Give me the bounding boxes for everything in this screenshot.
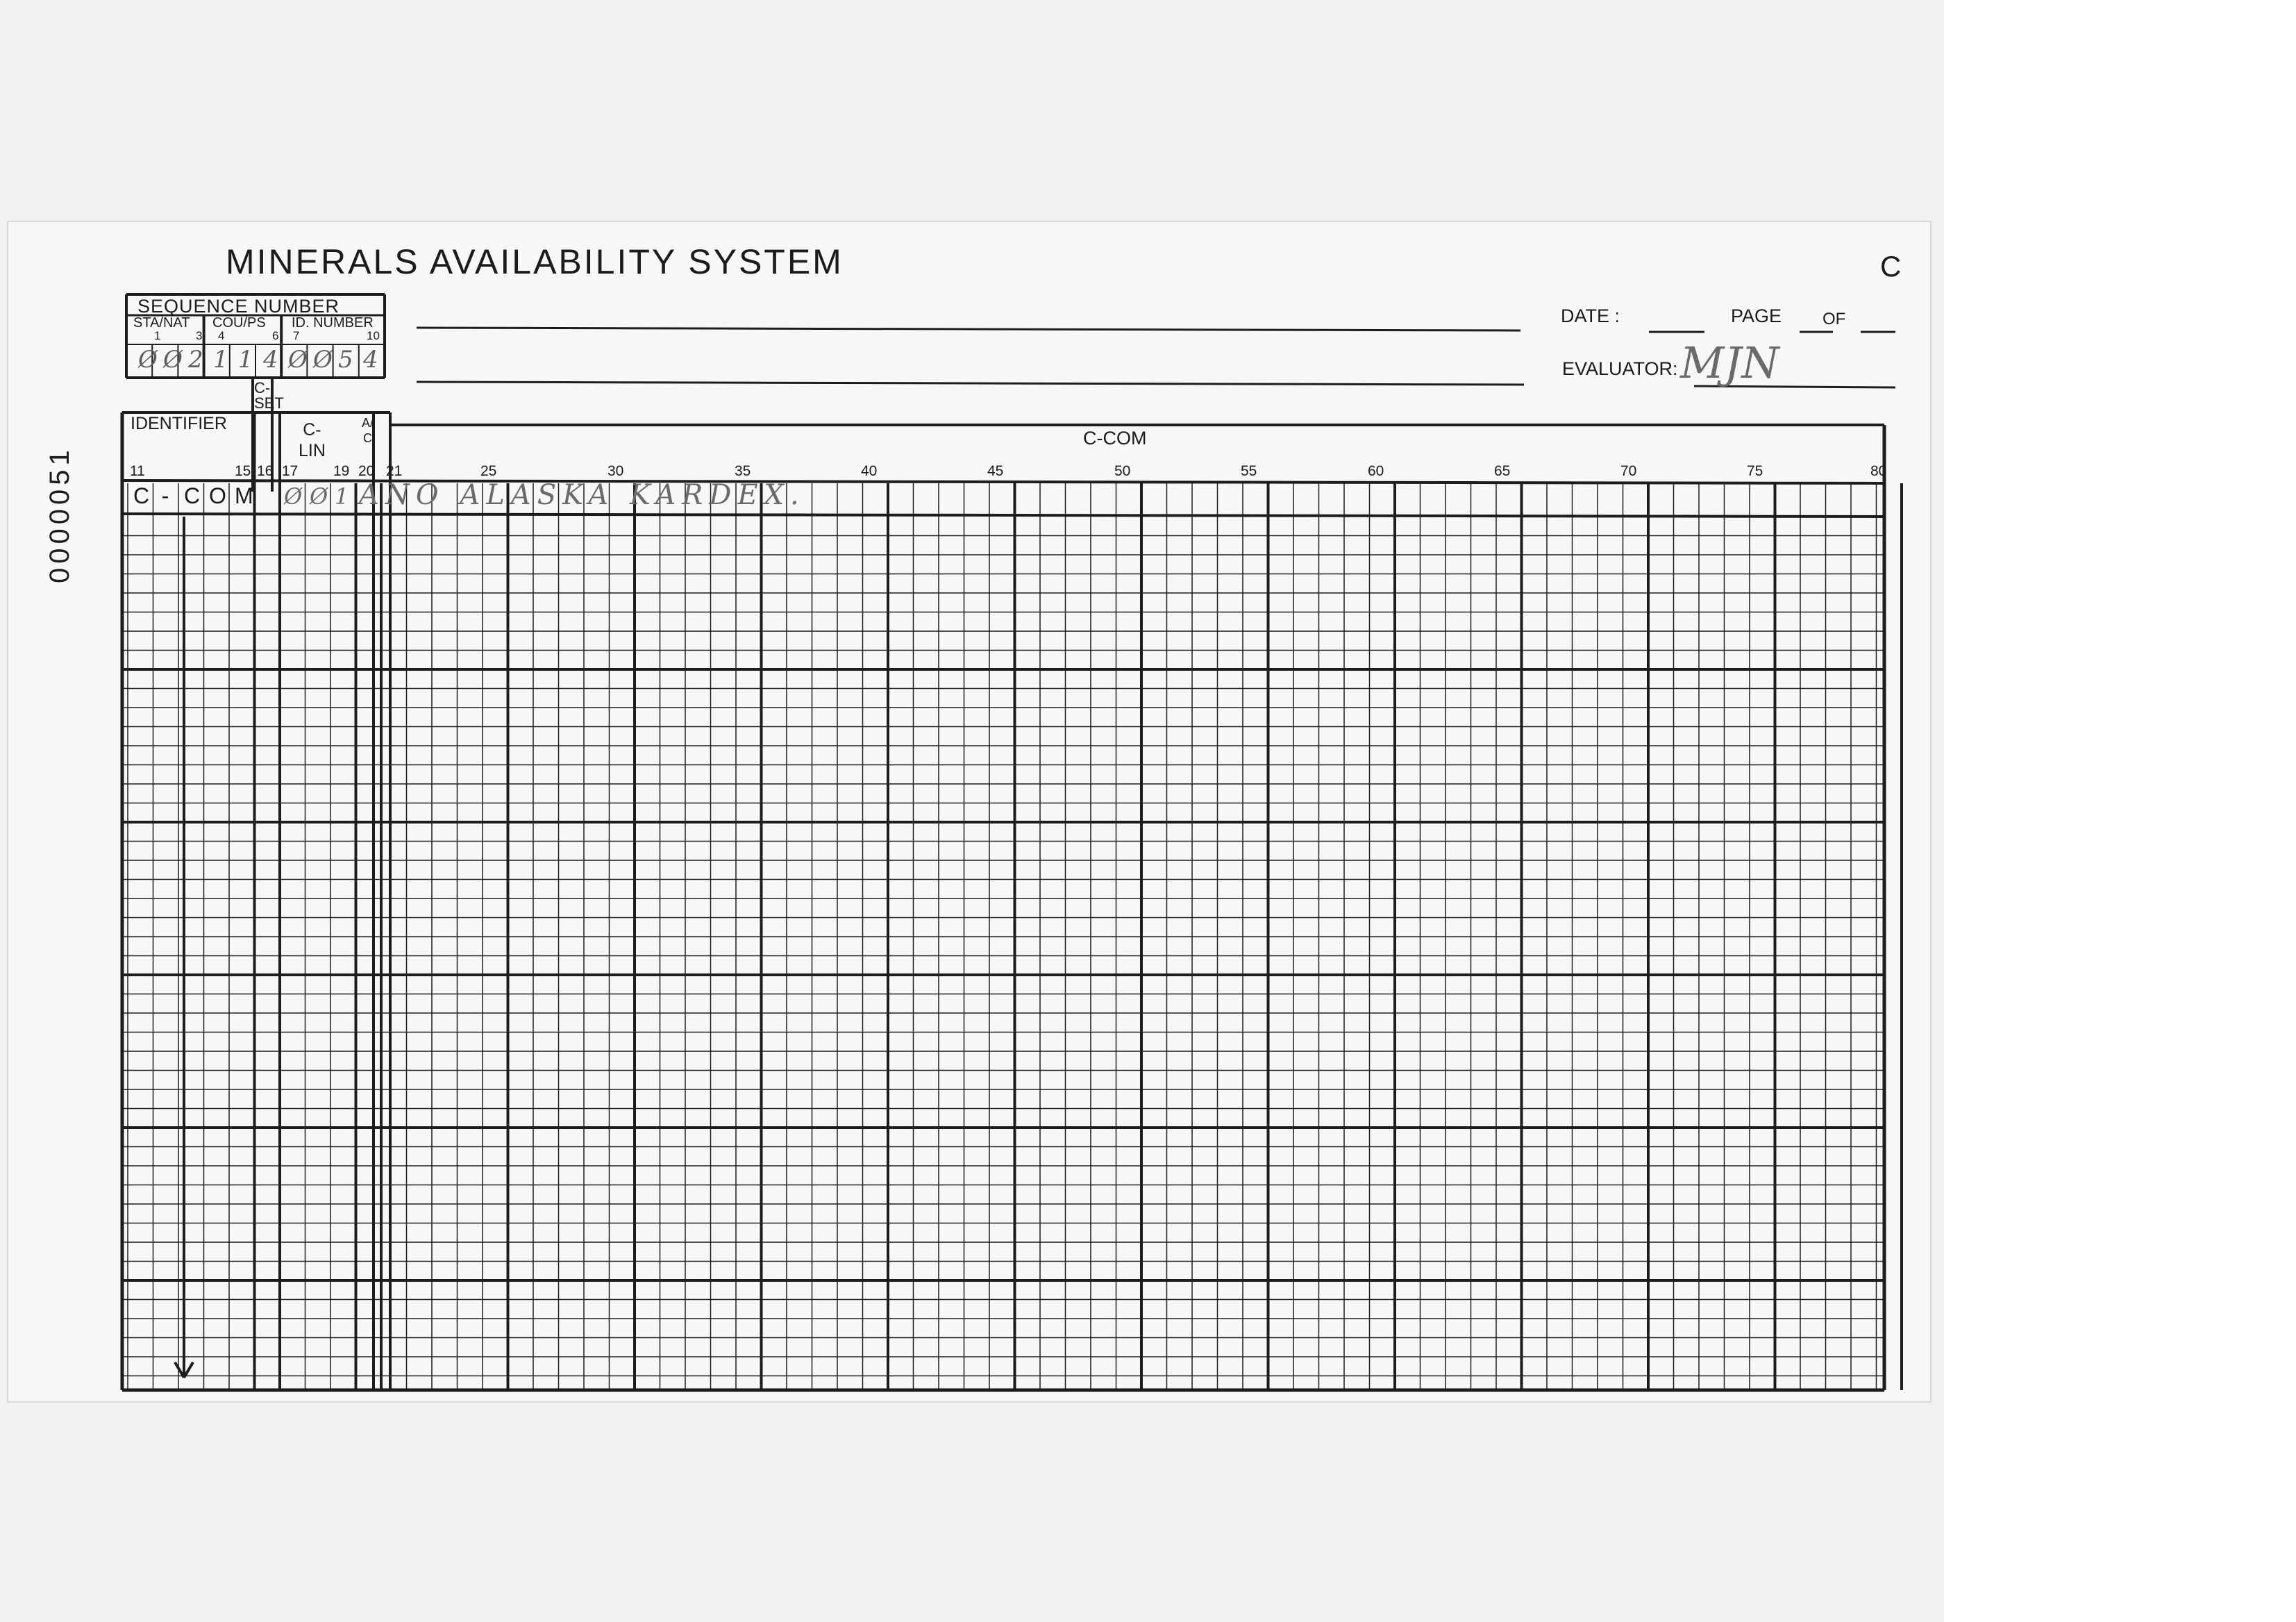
evaluator-label: EVALUATOR: <box>1562 358 1678 379</box>
seq-digit-4: 1 <box>213 346 228 374</box>
col-mark-17: 17 <box>282 463 299 479</box>
date-label: DATE : <box>1561 306 1620 326</box>
seq-digit-6: 4 <box>263 346 278 374</box>
page-label: PAGE <box>1731 306 1782 326</box>
identifier-char-1: C <box>133 483 150 508</box>
col-mark-25: 25 <box>480 463 497 479</box>
form-title: MINERALS AVAILABILITY SYSTEM <box>226 242 844 281</box>
c-lin-char-1: Ø <box>284 483 303 510</box>
seq-col-mark-10: 10 <box>367 329 380 342</box>
col-mark-30: 30 <box>607 463 624 479</box>
form-corner-letter: C <box>1880 250 1902 283</box>
col-mark-40: 40 <box>861 463 878 479</box>
seq-digit-10: 4 <box>363 346 378 374</box>
seq-col-mark-3: 3 <box>196 329 203 342</box>
col-mark-45: 45 <box>987 463 1004 479</box>
c-com-header: C-COM <box>1083 428 1147 449</box>
c-lin-header-line1: C- <box>303 420 321 440</box>
col-mark-75: 75 <box>1747 463 1763 479</box>
col-mark-15: 15 <box>235 463 251 479</box>
c-lin-char-2: Ø <box>310 483 328 510</box>
c-lin-header-line2: LIN <box>299 441 326 460</box>
header-rule-2 <box>417 382 1524 385</box>
col-mark-60: 60 <box>1368 463 1384 479</box>
col-mark-65: 65 <box>1494 463 1511 479</box>
col-mark-21: 21 <box>386 463 403 479</box>
seq-digit-7: Ø <box>288 346 308 374</box>
c-set-header: C-SET <box>254 379 284 412</box>
a-c-header <box>362 415 374 446</box>
col-mark-35: 35 <box>735 463 751 479</box>
evaluator-signature: MJN <box>1680 337 1779 388</box>
seq-digit-2: Ø <box>163 346 183 374</box>
of-label: OF <box>1822 310 1846 328</box>
col-mark-70: 70 <box>1620 463 1637 479</box>
seq-digit-5: 1 <box>238 346 253 374</box>
seq-col-mark-4: 4 <box>218 329 225 342</box>
col-mark-20: 20 <box>358 463 375 479</box>
seq-digit-9: 5 <box>338 346 353 374</box>
seq-col-mark-6: 6 <box>272 329 279 342</box>
id-number-label: ID. NUMBER <box>292 315 374 331</box>
sequence-number-label: SEQUENCE NUMBER <box>137 296 340 317</box>
col-mark-19: 19 <box>333 463 350 479</box>
c-lin-char-3: 1 <box>335 483 349 510</box>
identifier-char-5: M <box>235 483 253 508</box>
identifier-char-2: - <box>161 483 169 508</box>
col-mark-50: 50 <box>1114 463 1131 479</box>
identifier-header: IDENTIFIER <box>131 414 227 433</box>
cou-ps-label: COU/PS <box>212 315 266 331</box>
col-mark-55: 55 <box>1241 463 1257 479</box>
sta-nat-label: STA/NAT <box>133 315 190 331</box>
identifier-char-3: C <box>184 483 201 508</box>
seq-digit-3: 2 <box>188 346 203 374</box>
col-mark-16: 16 <box>257 463 274 479</box>
seq-col-mark-1: 1 <box>154 329 161 342</box>
a-c-header-line1: A/ <box>362 416 374 430</box>
col-mark-80: 80 <box>1870 463 1887 479</box>
header-rule-1 <box>417 328 1520 331</box>
seq-col-mark-7: 7 <box>293 329 300 342</box>
seq-digit-1: Ø <box>138 346 158 374</box>
seq-digit-8: Ø <box>313 346 333 374</box>
document-serial-number: 0000051 <box>44 446 75 583</box>
grid-first-row-bottom <box>122 514 1884 517</box>
c-lin-header <box>299 419 326 461</box>
identifier-char-4: O <box>209 483 226 508</box>
c-com-handwritten-entry: ANO ALASKA KARDEX. <box>359 479 805 511</box>
a-c-header-line2: C <box>363 431 372 445</box>
col-mark-11: 11 <box>130 463 145 479</box>
